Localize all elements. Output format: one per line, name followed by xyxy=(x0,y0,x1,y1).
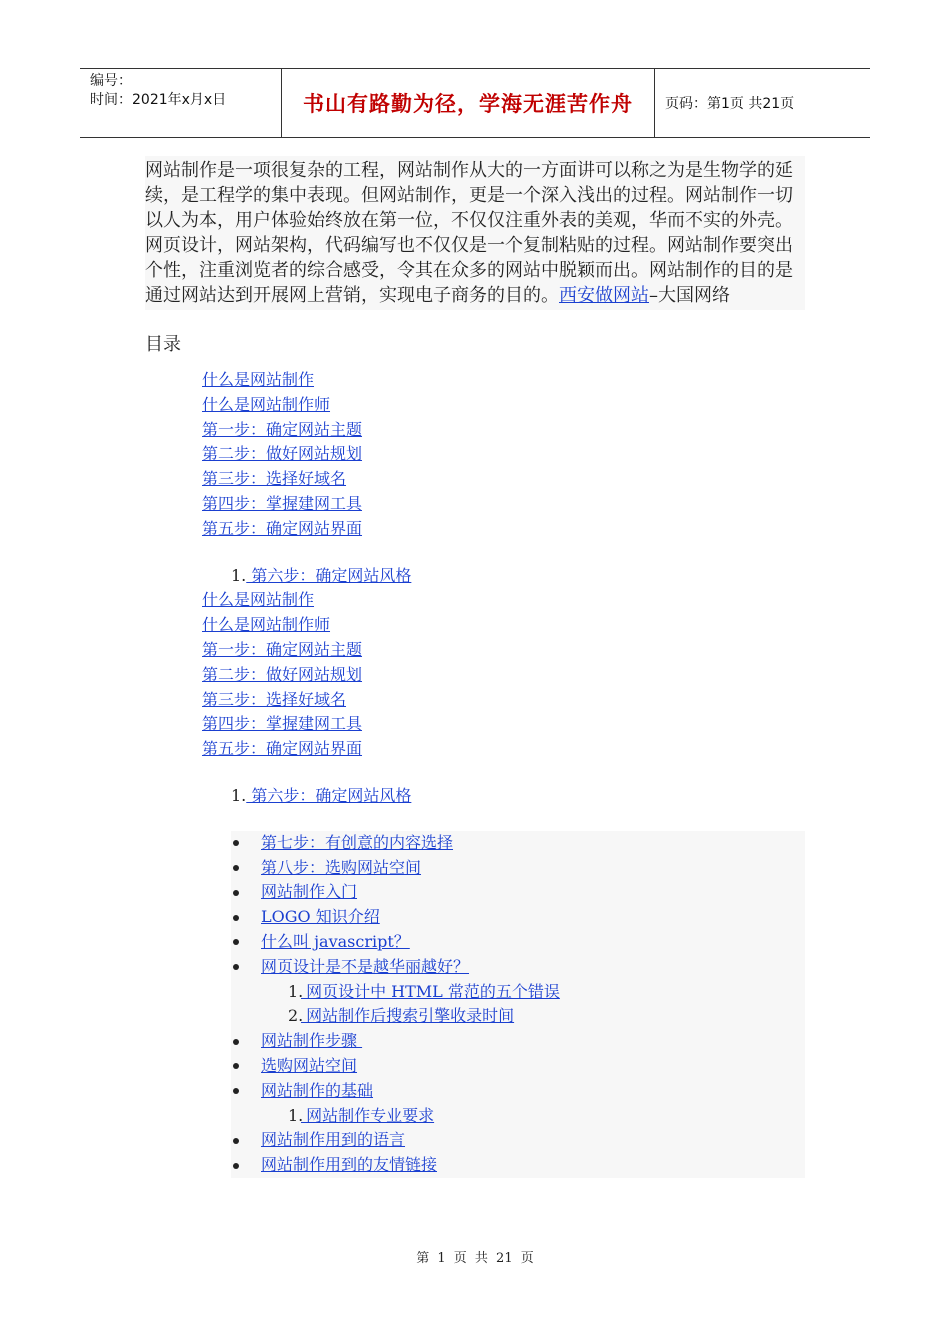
time-label: 时间：2021年x月x日 xyxy=(90,92,227,108)
toc-link[interactable]: 第一步：确定网站主题 xyxy=(202,419,363,439)
bullet-dot-icon xyxy=(233,1063,239,1069)
table-of-contents xyxy=(145,368,805,1178)
sub-numbered-item xyxy=(231,1004,805,1029)
bullet-item xyxy=(231,905,805,930)
bullet-item xyxy=(231,831,805,856)
toc-entry xyxy=(145,712,805,737)
bullet-dot-icon xyxy=(233,1138,239,1144)
bullet-item xyxy=(231,1054,805,1079)
toc-entry xyxy=(145,517,805,542)
toc-entry xyxy=(145,638,805,663)
intro-text: 网站制作是一项很复杂的工程，网站制作从大的一方面讲可以称之为是生物学的延续，是工程学的集中表现。但网站制作，更是一个深入浅出的过程。网站制作一切以人为本，用户体验始终放在第一位，不仅仅注重外表的美观，华而不实的外壳。网页设计，网站架构，代码编写也不仅仅是一个复制粘贴的过程。网站制作要突出个性，注重浏览者的综合感受，令其在众多的网站中脱颖而出。网站制作的目的是通过网站达到开展网上营销，实现电子商务的目的。 xyxy=(145,160,793,306)
document-header xyxy=(80,68,870,138)
toc-link[interactable]: 网站制作入门 xyxy=(261,882,358,902)
toc-link[interactable]: LOGO 知识介绍 xyxy=(261,907,380,927)
main-content xyxy=(145,156,805,1178)
toc-entry xyxy=(145,442,805,467)
item-number: 2. xyxy=(288,1006,304,1026)
toc-link[interactable]: 第五步：确定网站界面 xyxy=(202,518,363,538)
toc-entry xyxy=(145,588,805,613)
toc-link[interactable]: 第六步：确定网站风格 xyxy=(246,785,412,805)
page-footer: 第 1 页 共 21 页 xyxy=(416,1251,534,1266)
bullet-item xyxy=(231,1079,805,1104)
sub-numbered-item xyxy=(231,980,805,1005)
bullet-item xyxy=(231,856,805,881)
toc-entry xyxy=(145,613,805,638)
item-number: 1. xyxy=(288,981,304,1001)
toc-link[interactable]: 网站制作后搜索引擎收录时间 xyxy=(301,1006,515,1026)
toc-link[interactable]: 第三步：选择好域名 xyxy=(202,469,347,489)
toc-link[interactable]: 什么叫 javascript？ xyxy=(261,931,410,951)
toc-link[interactable]: 网页设计中 HTML 常范的五个错误 xyxy=(301,981,560,1001)
toc-link[interactable]: 第五步：确定网站界面 xyxy=(202,739,363,759)
toc-link[interactable]: 网站制作专业要求 xyxy=(301,1105,435,1125)
intro-suffix: –大国网络 xyxy=(649,285,730,306)
toc-link[interactable]: 网站制作的基础 xyxy=(261,1080,374,1100)
bullet-dot-icon xyxy=(233,1039,239,1045)
toc-link[interactable]: 第六步：确定网站风格 xyxy=(246,565,412,585)
toc-entry xyxy=(145,418,805,443)
intro-link[interactable]: 西安做网站 xyxy=(559,285,649,306)
item-number: 1. xyxy=(231,785,247,805)
toc-link[interactable]: 网站制作步骤 xyxy=(261,1031,363,1051)
toc-entry xyxy=(145,688,805,713)
bullet-item xyxy=(231,955,805,980)
toc-link[interactable]: 什么是网站制作师 xyxy=(202,394,331,414)
toc-link[interactable]: 网站制作用到的语言 xyxy=(261,1130,406,1150)
item-number: 1. xyxy=(231,565,247,585)
bullet-item xyxy=(231,930,805,955)
page-info: 页码：第1页 共21页 xyxy=(665,96,795,112)
toc-link[interactable]: 网页设计是不是越华丽越好？ xyxy=(261,956,470,976)
bullet-dot-icon xyxy=(233,964,239,970)
toc-link[interactable]: 选购网站空间 xyxy=(261,1055,358,1075)
bullet-item xyxy=(231,1153,805,1178)
toc-link[interactable]: 第四步：掌握建网工具 xyxy=(202,493,363,513)
toc-link[interactable]: 网站制作用到的友情链接 xyxy=(261,1155,438,1175)
toc-link[interactable]: 第八步：选购网站空间 xyxy=(261,857,422,877)
number-label: 编号： xyxy=(90,73,132,89)
toc-link[interactable]: 什么是网站制作 xyxy=(202,590,315,610)
toc-entry xyxy=(145,492,805,517)
bullet-dot-icon xyxy=(233,890,239,896)
motto: 书山有路勤为径，学海无涯苦作舟 xyxy=(281,69,655,137)
bullet-dot-icon xyxy=(233,1163,239,1169)
toc-title: 目录 xyxy=(145,334,181,355)
toc-link[interactable]: 第七步：有创意的内容选择 xyxy=(261,832,454,852)
bullet-dot-icon xyxy=(233,1088,239,1094)
toc-link[interactable]: 第四步：掌握建网工具 xyxy=(202,714,363,734)
bullet-dot-icon xyxy=(233,915,239,921)
toc-entry xyxy=(145,467,805,492)
item-number: 1. xyxy=(288,1105,304,1125)
toc-link[interactable]: 第二步：做好网站规划 xyxy=(202,664,363,684)
bullet-dot-icon xyxy=(233,840,239,846)
intro-paragraph xyxy=(145,156,805,310)
bullet-dot-icon xyxy=(233,939,239,945)
toc-link[interactable]: 第二步：做好网站规划 xyxy=(202,444,363,464)
bullet-item xyxy=(231,1128,805,1153)
toc-entry xyxy=(145,737,805,762)
toc-numbered-item xyxy=(145,564,805,589)
header-meta xyxy=(80,69,281,137)
toc-link[interactable]: 第三步：选择好域名 xyxy=(202,689,347,709)
sub-numbered-item xyxy=(231,1104,805,1129)
bullet-section xyxy=(231,831,805,1178)
toc-entry xyxy=(145,368,805,393)
toc-link[interactable]: 什么是网站制作师 xyxy=(202,615,331,635)
toc-link[interactable]: 什么是网站制作 xyxy=(202,370,315,389)
toc-link[interactable]: 第一步：确定网站主题 xyxy=(202,639,363,659)
bullet-item xyxy=(231,1029,805,1054)
bullet-item xyxy=(231,880,805,905)
toc-numbered-item xyxy=(145,784,805,809)
bullet-dot-icon xyxy=(233,865,239,871)
toc-entry xyxy=(145,663,805,688)
toc-entry xyxy=(145,393,805,418)
